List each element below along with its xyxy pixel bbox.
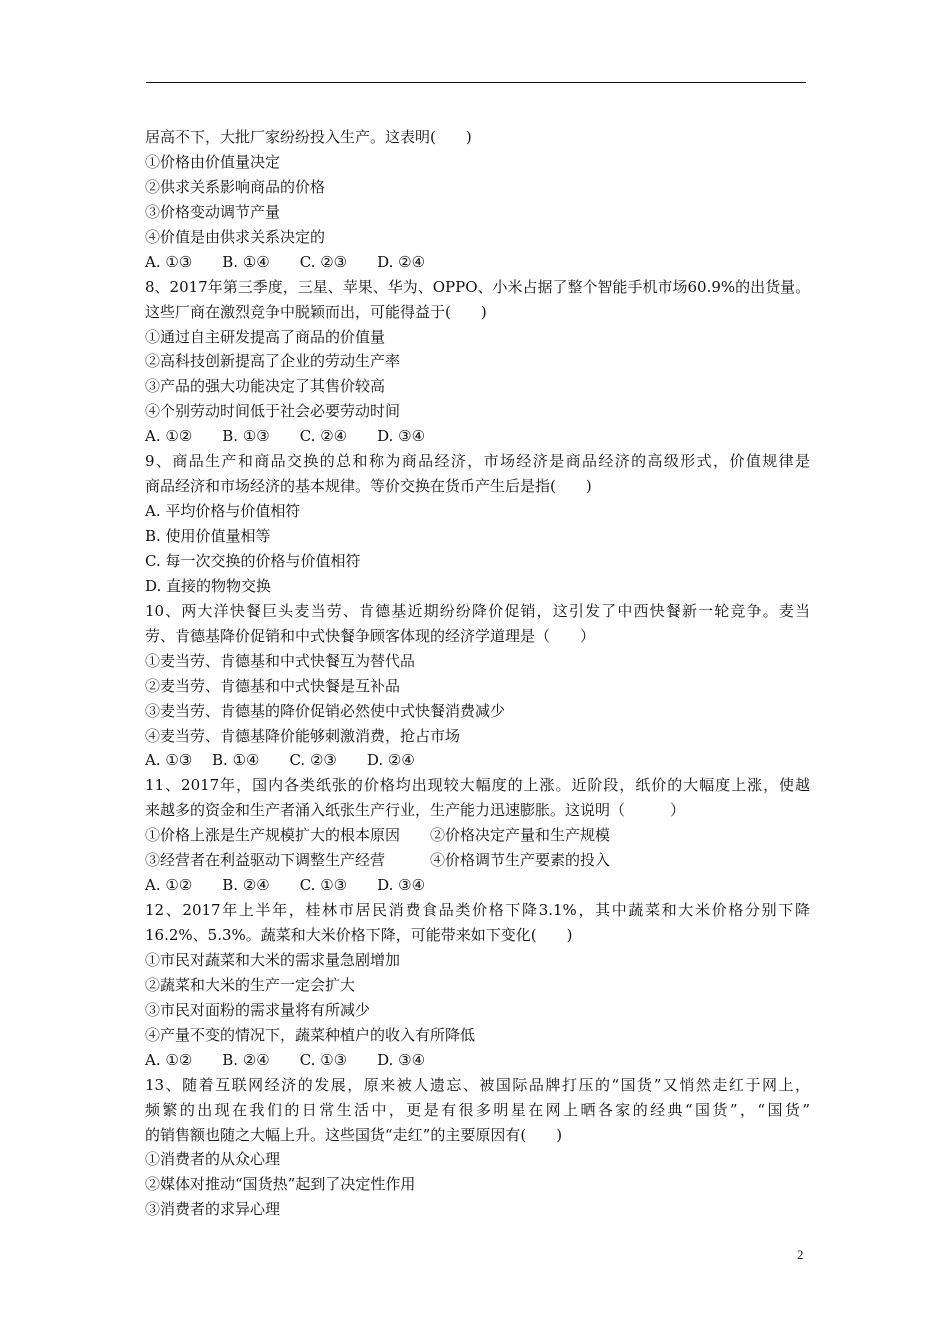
q12-choices: A. ①② B. ②④ C. ①③ D. ③④	[145, 1050, 426, 1069]
q7-option-3: ③价格变动调节产量	[145, 202, 281, 221]
q8-option-2: ②高科技创新提高了企业的劳动生产率	[145, 352, 401, 371]
question-12-stem: 12、2017年上半年，桂林市居民消费食品类价格下降3.1%，其中蔬菜和大米价格分别下降	[145, 901, 810, 920]
header-rule	[146, 82, 806, 83]
question-12-stem-cont: 16.2%、5.3%。蔬菜和大米价格下降，可能带来如下变化( )	[145, 926, 573, 944]
q12-option-3: ③市民对面粉的需求量将有所减少	[145, 1000, 371, 1019]
q13-option-3: ③消费者的求异心理	[145, 1200, 281, 1219]
q12-option-4: ④产量不变的情况下，蔬菜种植户的收入有所降低	[145, 1025, 476, 1044]
question-8-stem: 8、2017年第三季度，三星、苹果、华为、OPPO、小米占据了整个智能手机市场60.9%的出货量。	[145, 277, 811, 296]
q7-option-1: ①价格由价值量决定	[145, 152, 281, 171]
q13-option-2: ②媒体对推动“国货热”起到了决定性作用	[145, 1175, 416, 1194]
question-11-stem-cont: 来越多的资金和生产者涌入纸张生产行业，生产能力迅速膨胀。这说明（ ）	[145, 801, 686, 820]
q10-option-1: ①麦当劳、肯德基和中式快餐互为替代品	[145, 651, 416, 670]
q7-choices: A. ①③ B. ①④ C. ②③ D. ②④	[145, 252, 426, 271]
q12-option-1: ①市民对蔬菜和大米的需求量急剧增加	[145, 950, 401, 969]
q8-option-4: ④个别劳动时间低于社会必要劳动时间	[145, 402, 401, 421]
q10-choices: A. ①③ B. ①④ C. ②③ D. ②④	[145, 751, 415, 770]
question-11-stem: 11、2017年，国内各类纸张的价格均出现较大幅度的上涨。近阶段，纸价的大幅度上涨，使越	[145, 776, 810, 795]
q13-option-1: ①消费者的从众心理	[145, 1150, 281, 1169]
q10-option-2: ②麦当劳、肯德基和中式快餐是互补品	[145, 676, 401, 695]
question-13-stem-cont-2: 的销售额也随之大幅上升。这些国货“走红”的主要原因有( )	[145, 1125, 563, 1144]
q8-option-3: ③产品的强大功能决定了其售价较高	[145, 377, 386, 396]
question-13-stem-cont-1: 频繁的出现在我们的日常生活中，更是有很多明星在网上晒各家的经典“国货”，“国货”	[145, 1100, 810, 1119]
question-7-stem-cont: 居高不下，大批厂家纷纷投入生产。这表明( )	[145, 128, 472, 146]
q12-option-2: ②蔬菜和大米的生产一定会扩大	[145, 975, 356, 994]
q11-choices: A. ①② B. ②④ C. ①③ D. ③④	[145, 876, 426, 895]
q9-choice-c: C. 每一次交换的价格与价值相符	[145, 551, 361, 570]
page-number: 2	[797, 1247, 804, 1262]
question-9-stem: 9、商品生产和商品交换的总和称为商品经济，市场经济是商品经济的高级形式，价值规律是	[145, 452, 810, 471]
q9-choice-a: A. 平均价格与价值相符	[145, 502, 301, 521]
q8-choices: A. ①② B. ①③ C. ②④ D. ③④	[145, 427, 426, 446]
q10-option-4: ④麦当劳、肯德基降价能够刺激消费，抢占市场	[145, 726, 461, 745]
q9-choice-d: D. 直接的物物交换	[145, 576, 272, 595]
page-body	[145, 125, 810, 1222]
q8-option-1: ①通过自主研发提高了商品的价值量	[145, 327, 386, 346]
question-10-stem-cont: 劳、肯德基降价促销和中式快餐争顾客体现的经济学道理是（ ）	[145, 626, 596, 645]
q11-options-1-2: ①价格上涨是生产规模扩大的根本原因 ②价格决定产量和生产规模	[145, 826, 611, 845]
question-8-stem-cont: 这些厂商在激烈竞争中脱颖而出，可能得益于( )	[145, 302, 487, 321]
q7-option-2: ②供求关系影响商品的价格	[145, 177, 326, 196]
q9-choice-b: B. 使用价值量相等	[145, 527, 271, 545]
question-9-stem-cont: 商品经济和市场经济的基本规律。等价交换在货币产生后是指( )	[145, 477, 592, 496]
q11-options-3-4: ③经营者在利益驱动下调整生产经营 ④价格调节生产要素的投入	[145, 851, 611, 870]
q7-option-4: ④价值是由供求关系决定的	[145, 227, 326, 246]
question-13-stem: 13、随着互联网经济的发展，原来被人遗忘、被国际品牌打压的“国货”又悄然走红于网上，	[145, 1075, 810, 1094]
q10-option-3: ③麦当劳、肯德基的降价促销必然使中式快餐消费减少	[145, 701, 506, 720]
question-10-stem: 10、两大洋快餐巨头麦当劳、肯德基近期纷纷降价促销，这引发了中西快餐新一轮竞争。麦当	[145, 601, 810, 620]
